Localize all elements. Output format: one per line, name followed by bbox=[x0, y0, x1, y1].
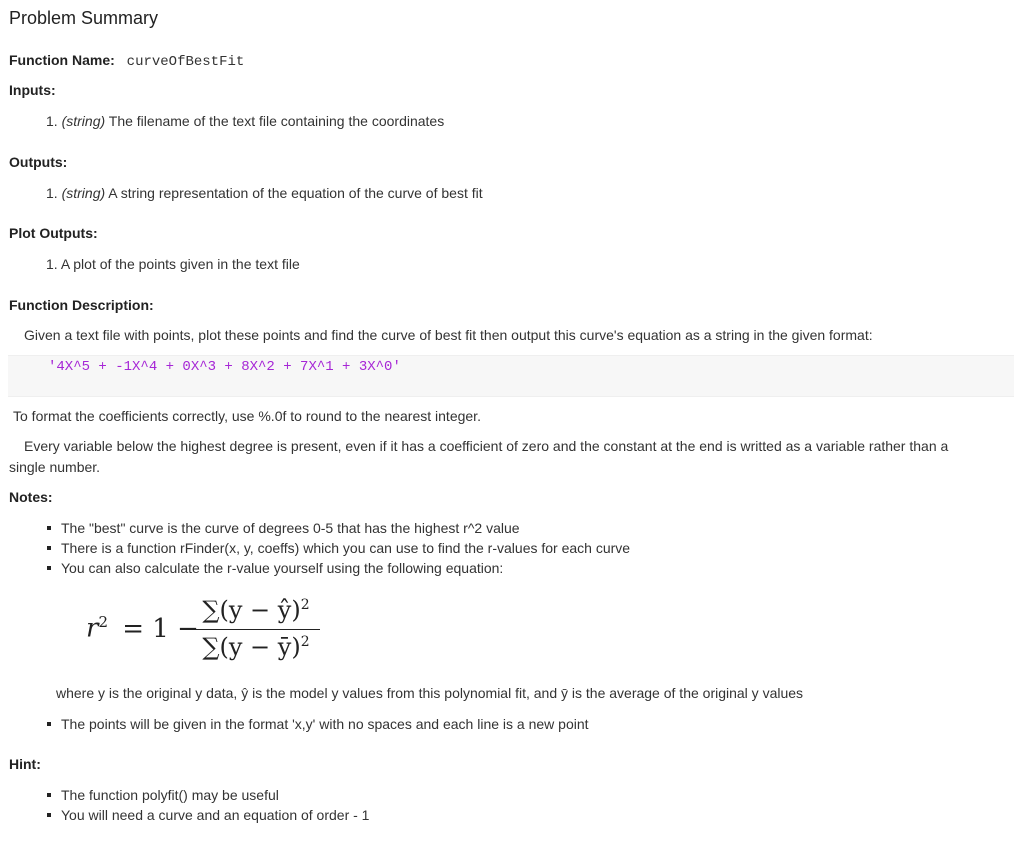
hint-label: Hint: bbox=[9, 756, 41, 772]
equation-fraction bbox=[192, 596, 320, 663]
notes-list bbox=[46, 518, 630, 578]
list-item: The function polyfit() may be useful bbox=[46, 785, 369, 805]
type-label: (string) bbox=[61, 185, 106, 201]
notes-label: Notes: bbox=[9, 489, 53, 505]
type-label: (string) bbox=[61, 113, 106, 129]
notes-list-continued bbox=[46, 714, 589, 734]
function-description-label: Function Description: bbox=[9, 297, 154, 313]
function-name-label: Function Name: bbox=[9, 52, 115, 68]
format-note: To format the coefficients correctly, use %.0f to round to the nearest integer. bbox=[13, 408, 481, 424]
list-number: 1. bbox=[46, 185, 58, 201]
list-item: You can also calculate the r-value yourself using the following equation: bbox=[46, 558, 630, 578]
function-name-row bbox=[9, 52, 244, 70]
variables-note-line2: single number. bbox=[9, 459, 101, 475]
list-item: The points will be given in the format 'x,y' with no spaces and each line is a new point bbox=[46, 714, 589, 734]
description-intro: Given a text file with points, plot these points and find the curve of best fit then output this curve's equation as a string in the given format: bbox=[24, 327, 873, 343]
list-number: 1. bbox=[46, 256, 58, 272]
equation-exponent: 2 bbox=[98, 613, 108, 631]
input-description: The filename of the text file containing the coordinates bbox=[108, 113, 445, 129]
equation-numerator: ∑(y − ŷ)$^2$ bbox=[202, 596, 310, 624]
outputs-label: Outputs: bbox=[9, 154, 68, 170]
variables-note-line1: Every variable below the highest degree is present, even if it has a coefficient of zero and the constant at the end is writted as a variable rather than a bbox=[24, 438, 949, 454]
equation-variable: r bbox=[86, 613, 99, 644]
equation-denominator: ∑(y − ȳ)$^2$ bbox=[202, 633, 310, 661]
format-code: '4X^5 + -1X^4 + 0X^3 + 8X^2 + 7X^1 + 3X^0' bbox=[48, 359, 401, 375]
plot-output-description: A plot of the points given in the text file bbox=[60, 256, 300, 272]
function-name-value: curveOfBestFit bbox=[126, 54, 245, 70]
inputs-label: Inputs: bbox=[9, 82, 56, 98]
page-title: Problem Summary bbox=[9, 8, 159, 28]
fraction-bar bbox=[192, 629, 320, 630]
equation-lhs bbox=[86, 613, 199, 644]
hint-list bbox=[46, 785, 369, 825]
where-text: where y is the original y data, ŷ is the model y values from this polynomial fit, and ȳ is the average of the original y values bbox=[56, 685, 804, 701]
list-item: There is a function rFinder(x, y, coeffs) which you can use to find the r-values for each curve bbox=[46, 538, 630, 558]
plot-output-item bbox=[46, 256, 300, 272]
list-number: 1. bbox=[46, 113, 58, 129]
output-item bbox=[46, 185, 483, 201]
equation-prefix: = 1 − bbox=[122, 613, 199, 644]
list-item: You will need a curve and an equation of order - 1 bbox=[46, 805, 369, 825]
list-item: The "best" curve is the curve of degrees 0-5 that has the highest r^2 value bbox=[46, 518, 630, 538]
plot-outputs-label: Plot Outputs: bbox=[9, 225, 98, 241]
input-item bbox=[46, 113, 444, 129]
code-block bbox=[8, 355, 1014, 397]
output-description: A string representation of the equation of the curve of best fit bbox=[108, 185, 483, 201]
